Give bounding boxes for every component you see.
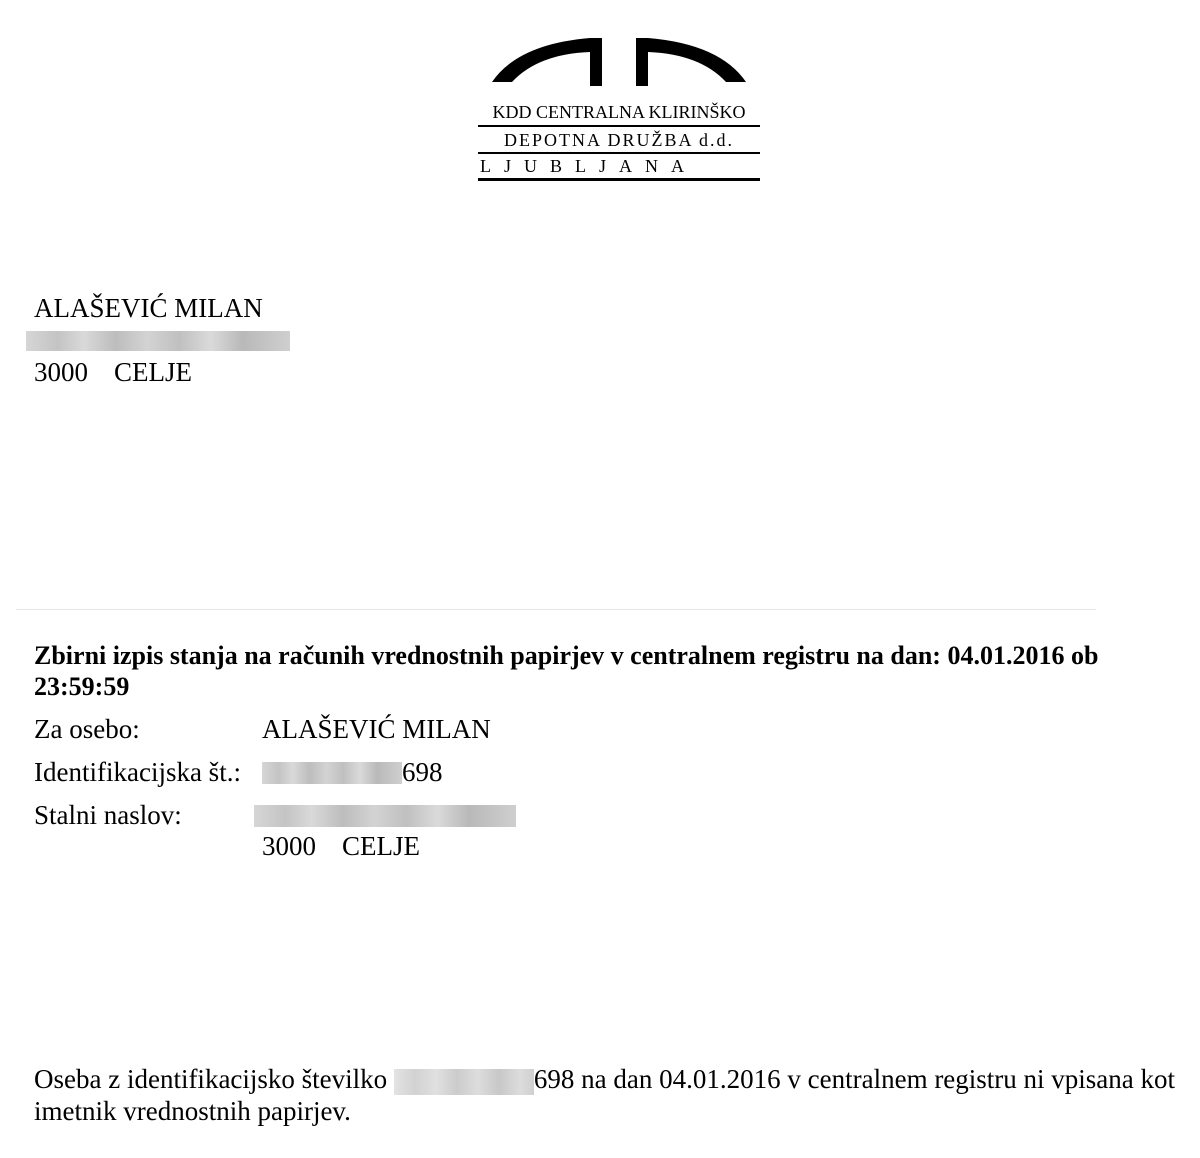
logo-divider xyxy=(478,178,760,181)
address-label: Stalni naslov: xyxy=(34,800,182,830)
recipient-postal-code: 3000 xyxy=(34,357,88,387)
person-value: ALAŠEVIĆ MILAN xyxy=(262,714,491,744)
recipient-name: ALAŠEVIĆ MILAN xyxy=(34,293,263,323)
redacted-street xyxy=(26,331,290,351)
recipient-city-line xyxy=(34,356,192,388)
address-postal-code: 3000 xyxy=(262,831,316,861)
address-city: CELJE xyxy=(342,831,420,861)
address-city-line xyxy=(262,830,420,862)
logo-line-city: LJUBLJANA xyxy=(480,156,698,176)
footer-text-after: 698 na dan 04.01.2016 v centralnem registru ni vpisana kot imetnik vrednostnih papirjev. xyxy=(34,1064,1176,1126)
id-label: Identifikacijska št.: xyxy=(34,757,241,787)
logo-line-depotna: DEPOTNA DRUŽBA d.d. xyxy=(503,130,734,150)
redacted-id-inline xyxy=(394,1069,534,1095)
logo-line-company: KDD CENTRALNA KLIRINŠKO xyxy=(492,102,746,122)
logo-divider xyxy=(478,152,760,154)
scan-artifact-line xyxy=(16,609,1096,610)
person-label: Za osebo: xyxy=(34,714,140,744)
recipient-city: CELJE xyxy=(114,357,192,387)
footer-note xyxy=(34,1063,1184,1127)
kdd-arch-emblem xyxy=(478,30,760,100)
logo-divider xyxy=(478,125,760,127)
redacted-address xyxy=(254,805,516,827)
id-suffix: 698 xyxy=(402,757,443,787)
statement-title: Zbirni izpis stanja na računih vrednostnih papirjev v centralnem registru na dan: 04.01.2016 ob 23:59:59 xyxy=(34,641,1099,701)
footer-text-before: Oseba z identifikacijsko številko xyxy=(34,1064,388,1094)
kdd-logo xyxy=(478,30,760,185)
redacted-id xyxy=(262,762,402,784)
